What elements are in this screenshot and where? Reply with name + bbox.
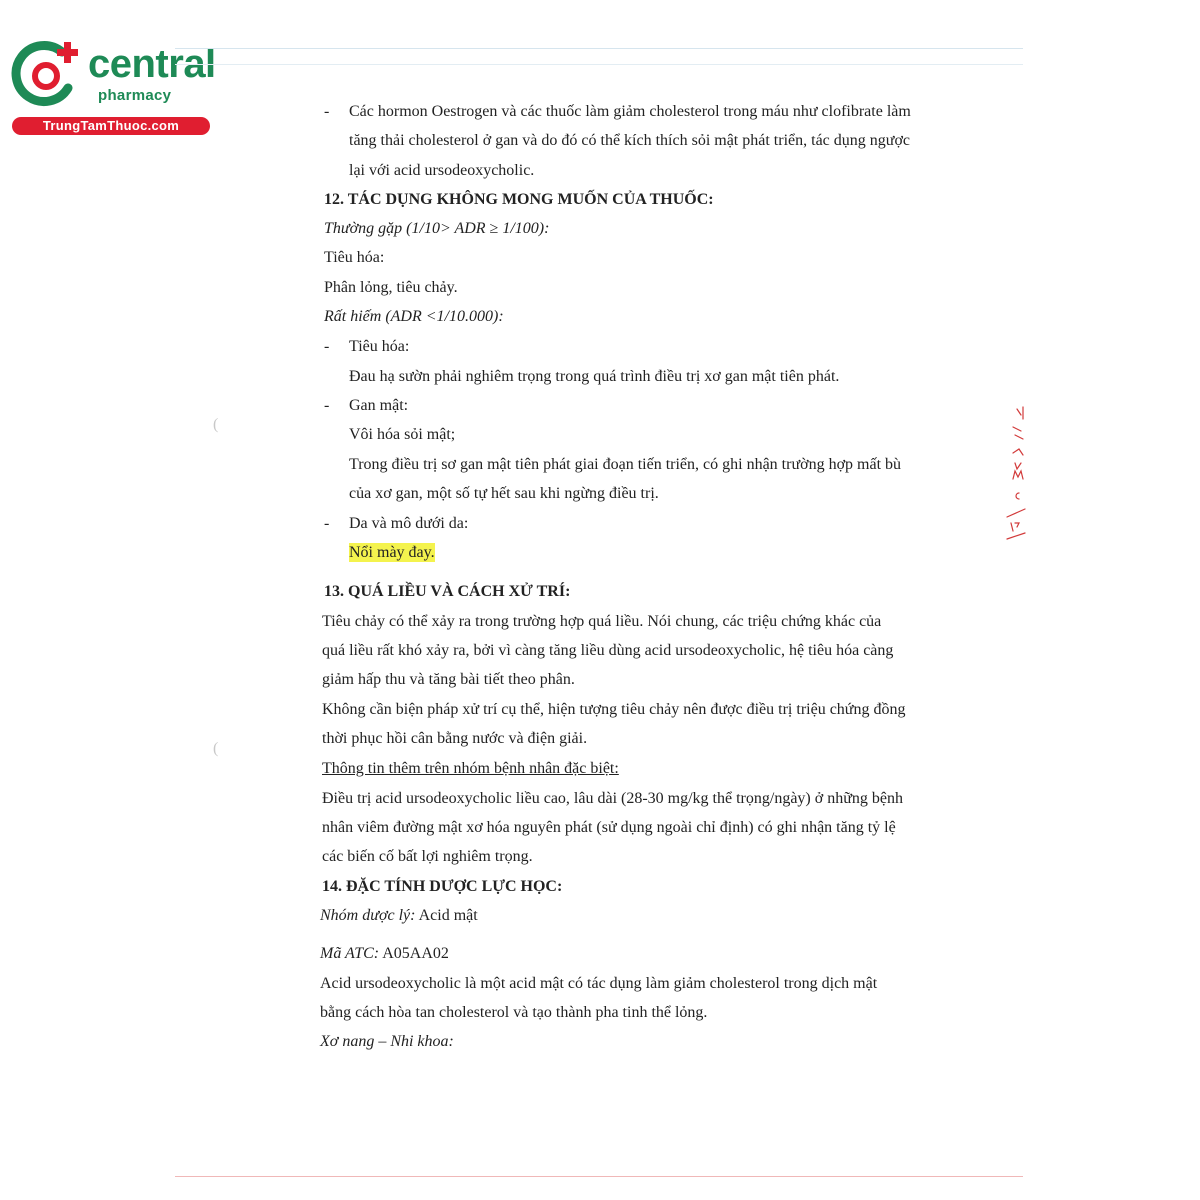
section-heading: 12. TÁC DỤNG KHÔNG MONG MUỐN CỦA THUỐC: bbox=[324, 191, 714, 208]
subheading-underlined: Thông tin thêm trên nhóm bệnh nhân đặc biệt: bbox=[322, 760, 619, 777]
text-line: các biến cố bất lợi nghiêm trọng. bbox=[322, 848, 533, 865]
field-label: Mã ATC: bbox=[320, 945, 380, 962]
frequency-label: Rất hiếm (ADR <1/10.000): bbox=[324, 308, 504, 325]
text-line: Acid ursodeoxycholic là một acid mật có tác dụng làm giảm cholesterol trong dịch mật bbox=[320, 975, 878, 992]
brand-subtitle: pharmacy bbox=[98, 87, 172, 104]
category-label: Gan mật: bbox=[349, 397, 409, 414]
category-label: Tiêu hóa: bbox=[349, 338, 410, 355]
bullet-dash: - bbox=[324, 397, 330, 414]
frequency-label: Thường gặp (1/10> ADR ≥ 1/100): bbox=[324, 220, 550, 237]
text-line: của xơ gan, một số tự hết sau khi ngừng điều trị. bbox=[349, 485, 659, 502]
scan-artifact-mark: ( bbox=[213, 740, 219, 757]
category-label: Tiêu hóa: bbox=[324, 249, 385, 266]
bullet-dash: - bbox=[324, 338, 330, 355]
text-line: bằng cách hòa tan cholesterol và tạo thành pha tinh thể lỏng. bbox=[320, 1004, 708, 1021]
section-heading: 13. QUÁ LIỀU VÀ CÁCH XỬ TRÍ: bbox=[324, 583, 571, 600]
text-line: tăng thải cholesterol ở gan và do đó có thể kích thích sỏi mật phát triển, tác dụng ngược bbox=[349, 132, 910, 149]
section-heading: 14. ĐẶC TÍNH DƯỢC LỰC HỌC: bbox=[322, 878, 563, 895]
field-value: A05AA02 bbox=[382, 945, 449, 962]
text-line: thời phục hồi cân bằng nước và điện giải. bbox=[322, 730, 588, 747]
text-line: Phân lỏng, tiêu chảy. bbox=[324, 279, 458, 296]
field-label: Nhóm dược lý: bbox=[320, 907, 416, 924]
text-line: Không cần biện pháp xử trí cụ thể, hiện tượng tiêu chảy nên được điều trị triệu chứng đồng bbox=[322, 701, 906, 718]
subsection-label: Xơ nang – Nhi khoa: bbox=[320, 1033, 454, 1050]
text-line: nhân viêm đường mật xơ hóa nguyên phát (sử dụng ngoài chỉ định) có ghi nhận tăng tỷ lệ bbox=[322, 819, 896, 836]
bullet-dash: - bbox=[324, 515, 330, 532]
text-line: Vôi hóa sỏi mật; bbox=[349, 426, 456, 443]
text-line: Tiêu chảy có thể xảy ra trong trường hợp quá liều. Nói chung, các triệu chứng khác của bbox=[322, 613, 882, 630]
text-line: Các hormon Oestrogen và các thuốc làm giảm cholesterol trong máu như clofibrate làm bbox=[349, 103, 911, 120]
field-value: Acid mật bbox=[418, 907, 478, 924]
bullet-dash: - bbox=[324, 103, 330, 120]
text-line: Trong điều trị sơ gan mật tiên phát giai đoạn tiến triển, có ghi nhận trường hợp mất bù bbox=[349, 456, 902, 473]
text-line: quá liều rất khó xảy ra, bởi vì càng tăng liều dùng acid ursodeoxycholic, hệ tiêu hóa càng bbox=[322, 642, 894, 659]
highlighted-text-line bbox=[349, 543, 435, 563]
text-line: Đau hạ sườn phải nghiêm trọng trong quá trình điều trị xơ gan mật tiên phát. bbox=[349, 368, 840, 385]
scan-artifact-mark: ( bbox=[213, 416, 219, 433]
atc-code-line bbox=[320, 944, 449, 964]
text-line: Điều trị acid ursodeoxycholic liều cao, lâu dài (28-30 mg/kg thể trọng/ngày) ở những bệnh bbox=[322, 790, 903, 807]
brand-name: central bbox=[88, 42, 216, 86]
text-line: lại với acid ursodeoxycholic. bbox=[349, 162, 535, 179]
category-label: Da và mô dưới da: bbox=[349, 515, 469, 532]
text-line: giảm hấp thu và tăng bài tiết theo phân. bbox=[322, 671, 575, 688]
pharmacologic-group-line bbox=[320, 906, 478, 926]
brand-url-badge[interactable]: TrungTamThuoc.com bbox=[12, 117, 210, 135]
highlight-mark: Nổi mày đay. bbox=[349, 544, 435, 561]
